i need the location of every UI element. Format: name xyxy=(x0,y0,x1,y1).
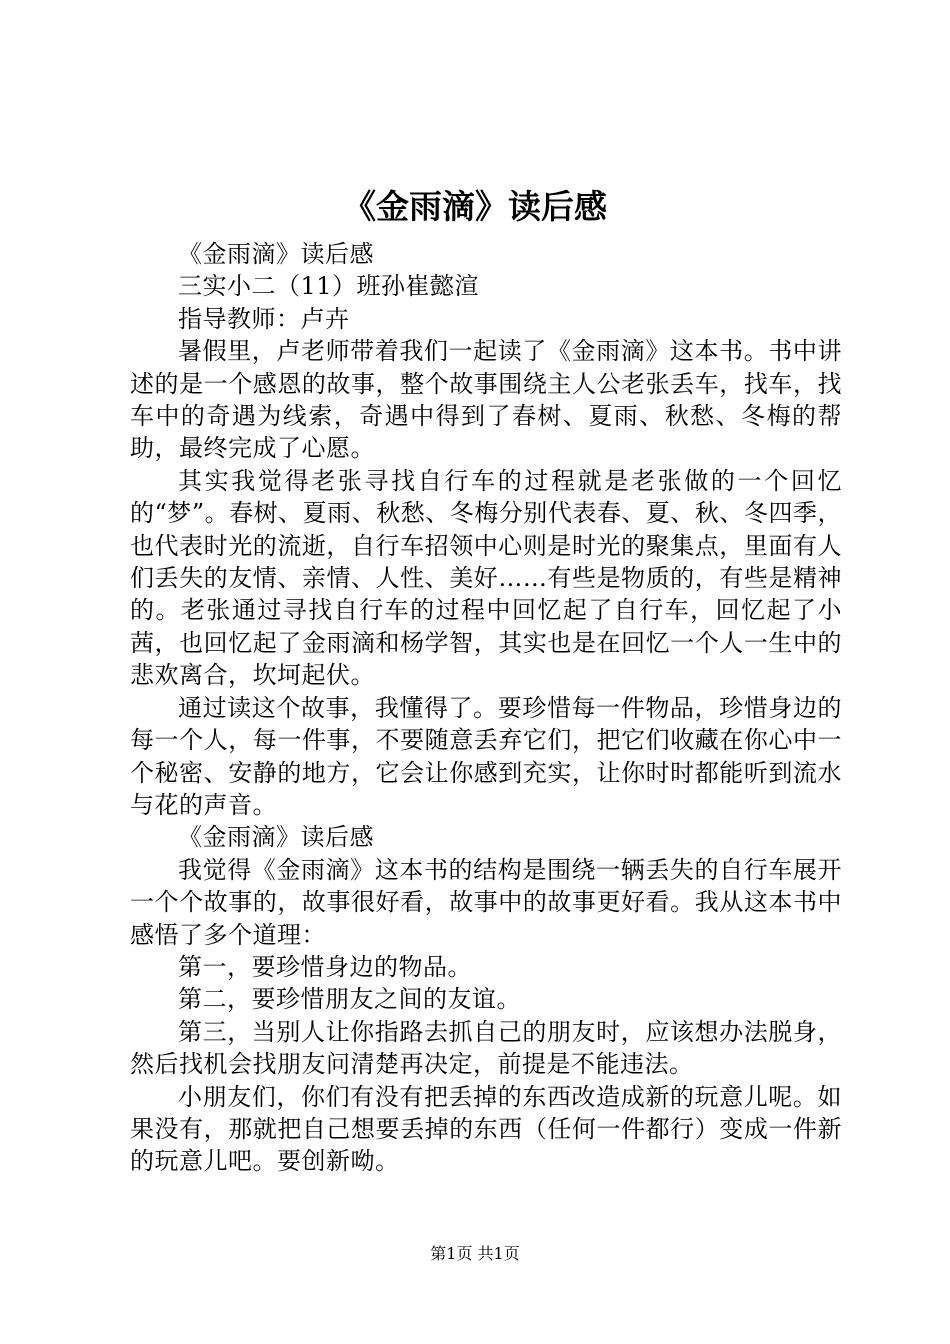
paragraph: 第三，当别人让你指路去抓自己的朋友时，应该想办法脱身，然后找机会找朋友问清楚再决定，前提是不能违法。 xyxy=(130,1017,842,1079)
paragraph: 三实小二（11）班孙崔懿渲 xyxy=(178,272,480,301)
page-title: 《金雨滴》读后感 xyxy=(343,187,607,226)
paragraph: 指导教师：卢卉 xyxy=(178,304,350,333)
paragraph: 其实我觉得老张寻找自行车的过程就是老张做的一个回忆的“梦”。春树、夏雨、秋愁、冬梅分别代表春、夏、秋、冬四季，也代表时光的流逝，自行车招领中心则是时光的聚集点，里面有人们丢失的友情、亲情、人性、美好……有些是物质的，有些是精神的。老张通过寻找自行车的过程中回忆起了自行车，回忆起了小茜，也回忆起了金雨滴和杨学智，其实也是在回忆一个人一生中的悲欢离合，坎坷起伏。 xyxy=(130,466,842,690)
paragraph: 通过读这个故事，我懂得了。要珍惜每一件物品，珍惜身边的每一个人，每一件事，不要随意丢弃它们，把它们收藏在你心中一个秘密、安静的地方，它会让你感到充实，让你时时都能听到流水与花的声音。 xyxy=(130,693,842,819)
paragraph: 小朋友们，你们有没有把丢掉的东西改造成新的玩意儿呢。如果没有，那就把自己想要丢掉的东西（任何一件都行）变成一件新的玩意儿吧。要创新呦。 xyxy=(130,1082,842,1176)
paragraph: 我觉得《金雨滴》这本书的结构是围绕一辆丢失的自行车展开一个个故事的，故事很好看，故事中的故事更好看。我从这本书中感悟了多个道理： xyxy=(130,855,842,949)
paragraph: 第一，要珍惜身边的物品。 xyxy=(178,952,472,981)
document-body xyxy=(130,238,842,1178)
page-footer: 第1页 共1页 xyxy=(430,1244,520,1263)
paragraph: 《金雨滴》读后感 xyxy=(178,240,374,268)
paragraph: 第二，要珍惜朋友之间的友谊。 xyxy=(178,985,521,1014)
paragraph: 《金雨滴》读后感 xyxy=(178,823,374,852)
paragraph: 暑假里，卢老师带着我们一起读了《金雨滴》这本书。书中讲述的是一个感恩的故事，整个故事围绕主人公老张丢车，找车，找车中的奇遇为线索，奇遇中得到了春树、夏雨、秋愁、冬梅的帮助，最终完成了心愿。 xyxy=(130,337,842,463)
